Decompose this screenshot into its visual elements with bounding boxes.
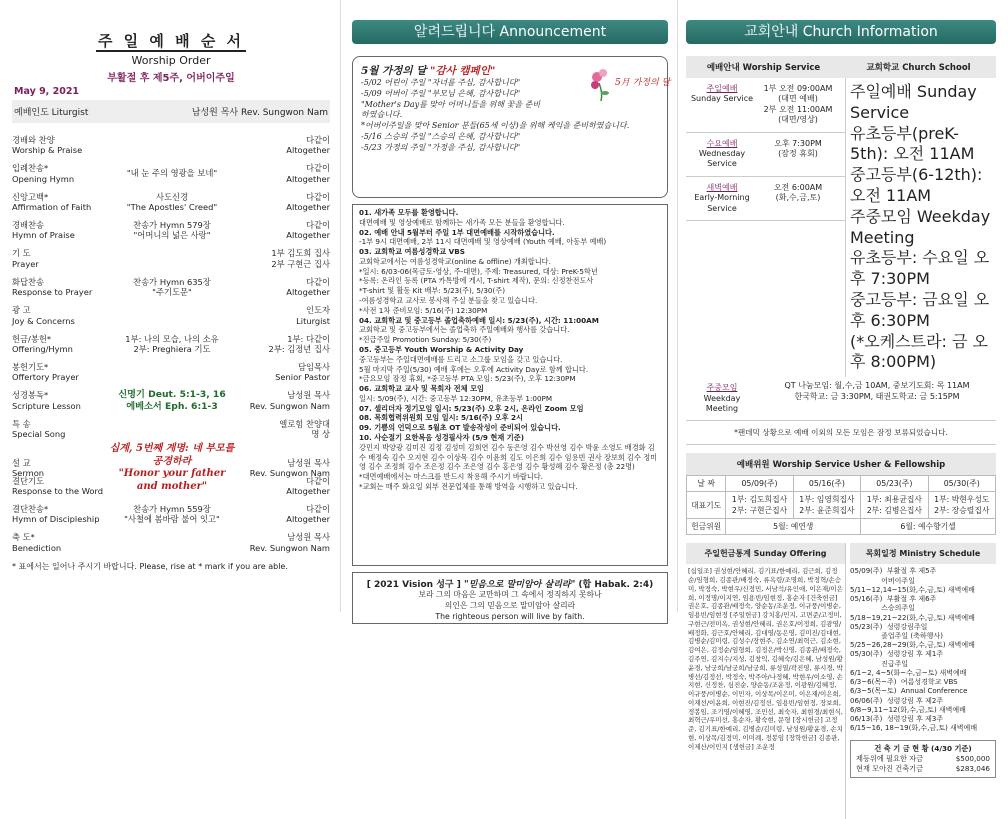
order-leader-line2: Rev. Sungwon Nam (249, 542, 330, 553)
order-leader-line1: 다같이 (305, 276, 330, 287)
notice-line: 일시: 5/09(주), 시간: 중고등부 12:30PM, 유초등부 1:00PM (359, 393, 553, 403)
order-detail-line2: 2부: Preghiera 기도 (133, 343, 211, 354)
notice-line: 5월 마지막 주일(5/30) 예배 후에는 오후에 Activity Day로 함께 합니다. (359, 364, 589, 374)
announcement-panel (352, 0, 671, 621)
worship-time-line: (화,수,금,토) (775, 193, 821, 203)
worship-time-line: 2부 오전 11:00AM (763, 104, 833, 114)
order-detail-line2: "주기도문" (152, 287, 192, 298)
worship-time-line: 1부 오전 09:00AM (763, 84, 833, 93)
usher-rep-line: 2부: 윤준희집사 (799, 506, 855, 516)
order-item-en: Affirmation of Faith (12, 201, 92, 212)
may-campaign-line: -5/02 어린이 주일 "자녀를 주심, 감사합니다" (361, 78, 521, 87)
ministry-header: 목회일정 Ministry Schedule (850, 543, 996, 564)
order-item-detail (108, 192, 236, 213)
order-item-leader (236, 248, 330, 269)
notice-line: 교회학교 및 중고등부에서는 졸업축하 주일예배와 행사를 갖습니다. (359, 325, 570, 335)
weekday-row: 주중모임 Weekday Meeting QT 나눔모임: 월,수,금 10AM, 중보기도회: 목 11AM 한국학교: 금 3:30PM, 태권도학교: 금 5:15PM (686, 377, 996, 421)
school-line: 중고등부(6-12th): 오전 11AM (850, 165, 983, 205)
order-item-leader (236, 135, 330, 156)
order-leader-line2: 2부 구현근 집사 (271, 258, 330, 269)
order-item-ko: 봉헌기도* (12, 361, 49, 372)
offering-header: 주일헌금통계 Sunday Offering (686, 543, 845, 564)
worship-time-line: (대면 예배) (778, 94, 818, 104)
school-line: (*오케스트라: 금 오후 8:00PM) (850, 331, 988, 372)
order-detail-line1: 찬송가 Hymn 579장 (133, 220, 211, 230)
announcement-banner: 알려드립니다 Announcement (352, 20, 668, 44)
offering-text: [십일조] 권성현/안혜리, 김기표/한예리, 김근희, 김정순/임형희, 김종관/배정숙, 류옥령/조명희, 박정혁/손승미, 박정숙, 박현우/신정민, 서남석/유인애, 이은재/이은희, 이정명/이지연, 임용빈/임현정, 홍순자 [건축헌금] 권은호, 김종관/배정숙, 양순동/조운정, 이규풍/이병순, 임용빈/임현정 [주일헌금] 강치홍/민지, 고면준/고정미, 구현근/전미옥, 권성현/안혜리, 권은호/이정희, 김광영/배정화, 김근호/안혜리, 김대영/동은영, 김미진/김대현, 김병순/김미령, 김성수/장현주, 김소연/최혁근, 김소현, 김여은, 김정순/임형희, 김정은/박신영, 김종관/배정숙, 김주연, 김지수/지성, 김창익, 김혜숙/김은혜, 남성원/황윤경, 남궁희/남궁희/남궁희, 류성열/곽진영, 류시경, 박병선/김정선, 박정숙, 박주아/나정혜, 박현우/이소영, 손지현, 신정찬, 심진순, 양순동/조운정, 이광원/김혜정, 이규풍/이병순, 이민자, 이상목/이은미, 이은재/이은희, 이재선/이윤희, 이현진/김정선, 임용빈/임현정, 장보희, 정봉임, 조기영/이혜영, 조민선, 최숙자, 최현경/최현식, 최혁근/우미선, 홍순자, 황숙현, 문형 [장시헌금] 고정준, 김기표/한예리, 김병순/김미령, 남성원/황윤경, 손치현, 이상목/김정미, 이미례, 정봉임 [장학헌금] 김종관, 이제산/이민지 [생헌금] 조운정 (688, 567, 843, 751)
order-item-leader (236, 476, 330, 497)
order-leader-line1: 다같이 (305, 191, 330, 202)
worship-order-panel (12, 0, 330, 612)
order-row (12, 387, 330, 415)
vision-line: 보라 그의 마음은 교만하며 그 속에서 정직하지 못하나 (418, 590, 602, 599)
order-item-ko: 설 교 (12, 457, 31, 468)
order-item-leader (236, 504, 330, 525)
worship-service-time (758, 177, 838, 220)
order-detail-line2: "Honor your father and mother" (118, 468, 226, 492)
order-item-en: Hymn of Praise (12, 230, 75, 241)
worship-service-row (686, 133, 845, 177)
may-campaign-title: 5월 가정의 달 "감사 캠페인" (361, 65, 496, 77)
may-campaign-line: *어버이주일을 맞아 Senior 분들(65세 이상)을 위해 케익을 준비하였습니다. (361, 121, 630, 131)
vision-box (352, 572, 668, 624)
ministry-item: 05/30(주) 성령강림 후 제1주 (850, 650, 944, 659)
order-item-ko: 특 송 (12, 418, 31, 429)
usher-rep-line: 1부: 김도희집사 (731, 495, 788, 505)
order-leader-line1: 남성원 목사 (287, 390, 330, 401)
building-fund-box (850, 740, 996, 778)
order-item-label (12, 419, 108, 440)
worship-time-line: 오전 6:00AM (773, 182, 823, 192)
liturgist-row (12, 100, 330, 123)
church-banner: 교회안내 Church Information (686, 20, 996, 44)
order-item-en: Response to the Word (12, 485, 104, 496)
ministry-item: 05/23(주) 성령강림주일 (850, 622, 928, 631)
order-row (12, 415, 330, 443)
order-item-detail (108, 389, 236, 412)
worship-name-en: Sunday Service (690, 94, 754, 104)
worship-service-name (686, 177, 758, 220)
order-item-ko: 헌금/봉헌* (12, 333, 52, 344)
order-item-leader (236, 390, 330, 411)
usher-table (686, 475, 996, 535)
usher-row-label: 헌금위원 (687, 519, 726, 535)
building-fund-value: $283,046 (955, 763, 990, 773)
notice-line: 04. 교회학교 및 중고등부 졸업축하예배 일시: 5/23(주), 시간: 11:00AM (359, 315, 599, 325)
order-leader-line1: 1부: 다같이 (287, 333, 330, 344)
vision-line: The righteous person will live by faith. (435, 611, 585, 621)
worship-section (686, 78, 996, 377)
usher-off-cell: 6월: 예수향기셀 (861, 519, 996, 535)
order-item-label (12, 504, 108, 525)
order-detail-line1: 사도신경 (155, 191, 189, 202)
order-item-en: Offering/Hymn (12, 343, 73, 354)
ministry-item: 05/16(주) 부활절 후 제6주 (850, 595, 937, 604)
church-info-panel (686, 0, 996, 773)
vision-title: [ 2021 Vision 성구 ] "믿음으로 말미암아 살리라" (합 Habak. 2:4) (366, 580, 654, 590)
order-leader-line2: Altogether (286, 145, 330, 156)
notice-list (352, 204, 668, 566)
ministry-item: 6/8~9,11~12(화,수,금,토) 새벽예배 (850, 705, 966, 714)
notice-line: 02. 예배 안내 5월부터 주일 1부 대면예배를 시작하였습니다. (359, 227, 555, 237)
order-row (12, 245, 330, 273)
ministry-item: 06/06(주) 성령강림 후 제2주 (850, 696, 944, 705)
order-item-label (12, 248, 108, 269)
notice-line: *T-shirt 및 활동 Kit 배부: 5/23(주), 5/30(주) (359, 286, 506, 296)
usher-rep-line: 1부: 박현우성도 (934, 495, 990, 505)
order-leader-line2: Rev. Sungwon Nam (249, 468, 330, 479)
order-row (12, 528, 330, 556)
building-fund-row (856, 754, 990, 764)
notice-line: *교회는 매주 화요일 외부 전문업체를 통해 방역을 시행하고 있습니다. (359, 481, 578, 491)
worship-name-ko: 수요예배 (706, 138, 738, 148)
order-item-ko: 광 고 (12, 305, 31, 316)
order-leader-line2: 명 상 (311, 429, 330, 440)
notice-line: *진급주일 Promotion Sunday: 5/30(주) (359, 335, 492, 345)
order-row (12, 216, 330, 244)
notice-line: 대면예배 및 영상예배로 함께하는 새가족 모든 분들을 환영합니다. (359, 217, 565, 227)
school-lines (846, 78, 996, 377)
order-item-leader (236, 277, 330, 298)
order-item-en: Hymn of Discipleship (12, 514, 100, 525)
ministry-item: 졸업주일 (축하행사) (850, 631, 943, 640)
notice-line: 교회학교에서는 여름성경학교(online & offline) 개최합니다. (359, 256, 551, 266)
ministry-item: 6/1~2, 4~5(화~수,금~토) 새벽예배 (850, 668, 967, 677)
order-item-ko: 입례찬송* (12, 163, 49, 174)
order-detail-line1: 찬송가 Hymn 559장 (133, 503, 211, 514)
order-item-label (12, 220, 108, 241)
school-line: 유초등부: 수요일 오후 7:30PM (850, 248, 990, 289)
order-leader-line1: 다같이 (305, 503, 330, 514)
order-item-detail (108, 168, 236, 178)
ministry-item: 어버이주일 (850, 576, 915, 585)
notice-line: 06. 교회학교 교사 및 목회자 전체 모임 (359, 384, 484, 394)
building-fund-label: 현재 모아진 건축기금 (856, 763, 924, 773)
order-detail-line1: 신명기 Deut. 5:1-3, 16 (118, 389, 226, 401)
usher-rep-cell (726, 492, 793, 519)
order-item-leader (236, 163, 330, 184)
school-line: 주일예배 Sunday Service (850, 82, 977, 122)
order-item-en: Joy & Concerns (12, 315, 75, 326)
order-item-leader (236, 362, 330, 383)
notice-line: 07. 셀리더자 정기모임 일시: 5/23(주) 오후 2시, 온라인 Zoom 모임 (359, 403, 584, 413)
building-fund-value: $500,000 (955, 753, 990, 763)
worship-service-row (686, 78, 845, 133)
liturgist-name: 남성원 목사 Rev. Sungwon Nam (191, 108, 328, 118)
order-leader-line1: 담임목사 (297, 361, 330, 372)
notice-line: *금요모임 잠정 휴회, *중고등부 PTA 모임: 5/23(주), 오후 12:30PM (359, 374, 576, 384)
notice-line: 08. 목회협력위원회 모임 일시: 5/16(주) 오후 2시 (359, 413, 523, 423)
usher-rep-cell (928, 492, 995, 519)
worship-note: *팬데믹 상황으로 예배 이외의 모든 모임은 잠정 보류되었습니다. (686, 421, 996, 445)
order-item-label (12, 362, 108, 383)
flower-illustration (587, 63, 671, 103)
order-item-label (12, 476, 108, 497)
order-footer: * 표에서는 일어나 주시기 바랍니다. Please, rise at * mark if you are able. (12, 561, 288, 571)
order-item-en: Sermon (12, 468, 45, 479)
usher-rep-line: 2부: 김병은집사 (866, 506, 922, 516)
order-item-ko: 기 도 (12, 248, 31, 259)
order-item-label (12, 163, 108, 184)
order-item-label (12, 277, 108, 298)
order-item-en: Prayer (12, 258, 39, 269)
notice-line: 01. 새가족 모두를 환영합니다. (359, 208, 459, 217)
worship-time-line: (잠정 휴회) (778, 148, 818, 158)
order-item-detail (108, 334, 236, 355)
worship-service-time (758, 133, 838, 176)
order-leader-line1: 1부 김도희 집사 (271, 248, 330, 259)
order-leader-line2: Rev. Sungwon Nam (249, 400, 330, 411)
svg-text:5月 가정의 달: 5月 가정의 달 (615, 78, 671, 88)
worship-name-ko: 새벽예배 (706, 182, 738, 192)
order-detail-line2: 에베소서 Eph. 6:1-3 (126, 400, 218, 412)
weekday-line: QT 나눔모임: 월,수,금 10AM, 중보기도회: 목 11AM (784, 381, 970, 391)
order-row (12, 159, 330, 187)
order-item-label (12, 135, 108, 156)
order-item-label (12, 532, 108, 553)
order-item-label (12, 334, 108, 355)
order-leader-line1: 엘로힘 찬양대 (279, 418, 330, 429)
liturgist-label: 예배인도 Liturgist (14, 108, 89, 118)
notice-line: *일시: 6/03-06(목금토-영상, 주-대면), 주제: Treasured, 대상: PreK-5학년 (359, 266, 598, 276)
notice-line: -여름성경학교 교사로 봉사해 주실 분들을 찾고 있습니다. (359, 296, 538, 306)
order-detail-line1: 십계, 5번째 계명: 네 부모를 공경하라 (109, 443, 235, 467)
order-detail-line2: "어머니의 넓은 사랑" (133, 230, 211, 241)
school-line: 주중모임 Weekday Meeting (850, 206, 991, 247)
order-item-detail (108, 277, 236, 298)
worship-name-en: Wednesday Service (698, 148, 746, 169)
order-row (12, 500, 330, 528)
ministry-item: 6/3~5(목~토) Annual Conference (850, 687, 968, 696)
order-item-en: Benediction (12, 542, 62, 553)
building-fund-label: 제등위에 필요한 자금 (856, 753, 924, 763)
order-item-label (12, 192, 108, 213)
offering-ministry-section (686, 543, 996, 819)
order-item-detail (108, 443, 236, 493)
usher-rep-cell (793, 492, 860, 519)
order-item-detail (108, 504, 236, 525)
notice-line: 09. 기쁨의 언덕으로 5월초 OT 발송작성이 준비되어 있습니다. (359, 423, 561, 433)
order-row (12, 188, 330, 216)
vision-lines (353, 590, 667, 623)
order-item-en: Offertory Prayer (12, 372, 79, 383)
order-item-en: Special Song (12, 429, 66, 440)
notice-line: *등록: 온라인 등록 (PTA 카톡방에 게시, T-shirt 제작), 문의: 신정찬전도사 (359, 276, 594, 286)
weekday-line: 한국학교: 금 3:30PM, 태권도학교: 금 5:15PM (794, 391, 960, 401)
notice-line: 03. 교회학교 여름성경학교 VBS (359, 247, 465, 257)
ministry-item: 5/25~26,28~29(화,수,금,토) 새벽예배 (850, 641, 975, 650)
usher-rep-line: 1부: 최용균집사 (866, 495, 922, 505)
order-leader-line2: Altogether (286, 230, 330, 241)
usher-rep-line: 2부: 구현근집사 (731, 506, 788, 516)
usher-row-label: 대표기도 (687, 492, 726, 519)
worship-name-en: Early-Morning Service (694, 193, 750, 213)
vision-line: 의인은 그의 믿음으로 말미암아 살리라 (444, 600, 576, 610)
order-item-leader (236, 192, 330, 213)
worship-service-time (758, 78, 838, 132)
order-row (12, 301, 330, 329)
usher-col-header: 05/09(주) (726, 476, 793, 492)
order-subtitle: Worship Order (131, 54, 211, 67)
order-item-en: Scripture Lesson (12, 400, 81, 411)
order-leader-line2: Liturgist (296, 315, 330, 326)
ministry-item: 06/13(주) 성령강림 후 제3주 (850, 715, 944, 724)
usher-off-cell: 5월: 예연생 (726, 519, 861, 535)
order-item-label (12, 305, 108, 326)
ministry-item: 6/15~16, 18~19(화,수,금,토) 새벽예배 (850, 724, 978, 733)
worship-header: 예배안내 Worship Service 교회학교 Church School (686, 56, 996, 78)
order-item-detail (108, 220, 236, 241)
notice-line: *대면예배에서는 마스크를 반드시 착용해 주시기 바랍니다. (359, 472, 543, 482)
order-item-ko: 축 도* (12, 532, 35, 543)
ministry-item: 5/11~12,14~15(화,수,금,토) 새벽예배 (850, 585, 975, 594)
order-detail-line1: "내 눈 주의 영광을 보네" (126, 168, 218, 179)
ministry-item: 스승의주일 (850, 604, 915, 613)
order-item-ko: 경배와 찬양 (12, 134, 55, 145)
worship-service-name (686, 133, 758, 176)
order-list (12, 131, 330, 557)
worship-service-row (686, 177, 845, 221)
order-date: May 9, 2021 (14, 86, 80, 97)
order-row (12, 330, 330, 358)
usher-header: 예배위원 Worship Service Usher & Fellowship (686, 453, 996, 475)
order-leader-line1: 남성원 목사 (287, 532, 330, 543)
order-leader-line1: 다같이 (305, 220, 330, 230)
order-title: 주 일 예 배 순 서 (97, 32, 245, 50)
order-item-leader (236, 305, 330, 326)
order-item-leader (236, 419, 330, 440)
notice-line: -1부 9시 대면예배, 2부 11시 대면예배 및 영상예배 (Youth 예배, 아동부 예배) (359, 237, 607, 247)
ministry-item: 5/18~19,21~22(화,수,금,토) 새벽예배 (850, 613, 975, 622)
order-item-ko: 신앙고백* (12, 191, 49, 202)
ministry-item: 05/09(주) 부활절 후 제5주 (850, 567, 937, 576)
order-item-leader (236, 220, 330, 241)
order-leader-line2: Altogether (286, 485, 330, 496)
order-leader-line2: Altogether (286, 287, 330, 298)
usher-rep-line: 2부: 장승렬집사 (934, 506, 990, 516)
order-leader-line2: Altogether (286, 514, 330, 525)
order-item-en: Response to Prayer (12, 287, 93, 298)
worship-time-line: 오후 7:30PM (774, 138, 822, 148)
notice-line: *사전 1차 준비모임: 5/16(주) 12:30PM (359, 305, 488, 315)
order-item-leader (236, 532, 330, 553)
worship-name-ko: 주일예배 (706, 84, 738, 93)
order-item-leader (236, 334, 330, 355)
ministry-item: 6/3~6(목~주) 여름성경학교 VBS (850, 678, 958, 687)
order-item-en: Opening Hymn (12, 173, 75, 184)
order-leader-line2: Senior Pastor (275, 372, 330, 383)
notice-line: 10. 사순절기 요한복음 성경필사자 (5/9 현재 기준) (359, 432, 524, 442)
order-row (12, 358, 330, 386)
order-leader-line2: 2부: 김정년 집사 (268, 343, 330, 354)
order-item-ko: 성경봉독* (12, 390, 49, 401)
order-row (12, 131, 330, 159)
order-detail-line2: "The Apostles' Creed" (126, 201, 218, 212)
usher-rep-cell (861, 492, 928, 519)
school-line: 유초등부(preK-5th): 오전 11AM (850, 123, 975, 164)
order-leader-line2: Altogether (286, 201, 330, 212)
usher-col-header: 05/30(주) (928, 476, 995, 492)
notice-line: 중고등부는 주일대면예배를 드리고 소그룹 모임을 갖고 있습니다. (359, 354, 563, 364)
may-campaign-box (352, 56, 671, 198)
may-campaign-line: -5/23 가정의 주일 "가정을 주심, 감사합니다" (361, 142, 521, 152)
order-detail-line1: 1부: 나의 모습, 나의 소유 (125, 333, 219, 344)
order-item-ko: 결단기도 (12, 475, 45, 486)
worship-service-name (686, 78, 758, 132)
building-fund-title: 건 축 기 금 현 황 (4/30 기준) (874, 743, 972, 753)
notice-line: 강민지 박양광 김미진 김정 김성미 김희연 김수 동은영 김수 박선영 김수 박윤 소영도 배경화 김수 배정숙 김수 오지현 김수 이상목 김수 이윤희 김도 이은희 김수 임용빈 권사 장보희 김수 정미영 김수 조정희 김수 조은정 김수 조은영 김수 홍은영 김수 황성혜 김수 황은정 (총 22명) (359, 442, 658, 472)
notice-line: 05. 중고등부 Youth Worship & Activity Day (359, 344, 524, 354)
order-season: 부활절 후 제5주, 어버이주일 (107, 73, 235, 84)
order-item-label (12, 390, 108, 411)
order-detail-line2: "사철에 봄바람 불어 잇고" (124, 514, 220, 525)
worship-rows (686, 78, 846, 377)
order-leader-line1: 인도자 (305, 305, 330, 316)
may-campaign-line: -5/09 어버이 주일 "부모님 은혜, 감사합니다" (361, 88, 521, 98)
school-line: 중고등부: 금요일 오후 6:30PM (850, 289, 990, 330)
may-campaign-line: 하였습니다. (361, 110, 403, 120)
order-leader-line1: 다같이 (305, 134, 330, 145)
order-item-ko: 화답찬송 (12, 276, 45, 287)
order-item-en: Worship & Praise (12, 145, 83, 156)
building-fund-row (856, 764, 990, 774)
usher-col-header: 05/16(주) (793, 476, 860, 492)
order-leader-line1: 다같이 (305, 475, 330, 486)
may-campaign-line: -5/16 스승의 주일 "스승의 은혜, 감사합니다" (361, 131, 521, 141)
order-item-ko: 결단찬송* (12, 503, 49, 514)
ministry-list (850, 564, 996, 733)
order-leader-line2: Altogether (286, 173, 330, 184)
usher-col-header: 날 짜 (687, 476, 726, 492)
usher-rep-line: 1부: 임영희집사 (799, 495, 855, 505)
order-leader-line1: 남성원 목사 (287, 457, 330, 468)
ministry-item: 진급주일 (850, 659, 909, 668)
may-campaign-line: "Mother's Day를 맞아 어머니들을 위해 꽃을 준비 (361, 99, 541, 109)
order-leader-line1: 다같이 (305, 163, 330, 174)
usher-col-header: 05/23(주) (861, 476, 928, 492)
order-item-ko: 경배찬송 (12, 220, 45, 230)
order-detail-line1: 찬송가 Hymn 635장 (133, 276, 211, 287)
order-row (12, 273, 330, 301)
worship-time-line: (대면/영상) (778, 115, 818, 125)
